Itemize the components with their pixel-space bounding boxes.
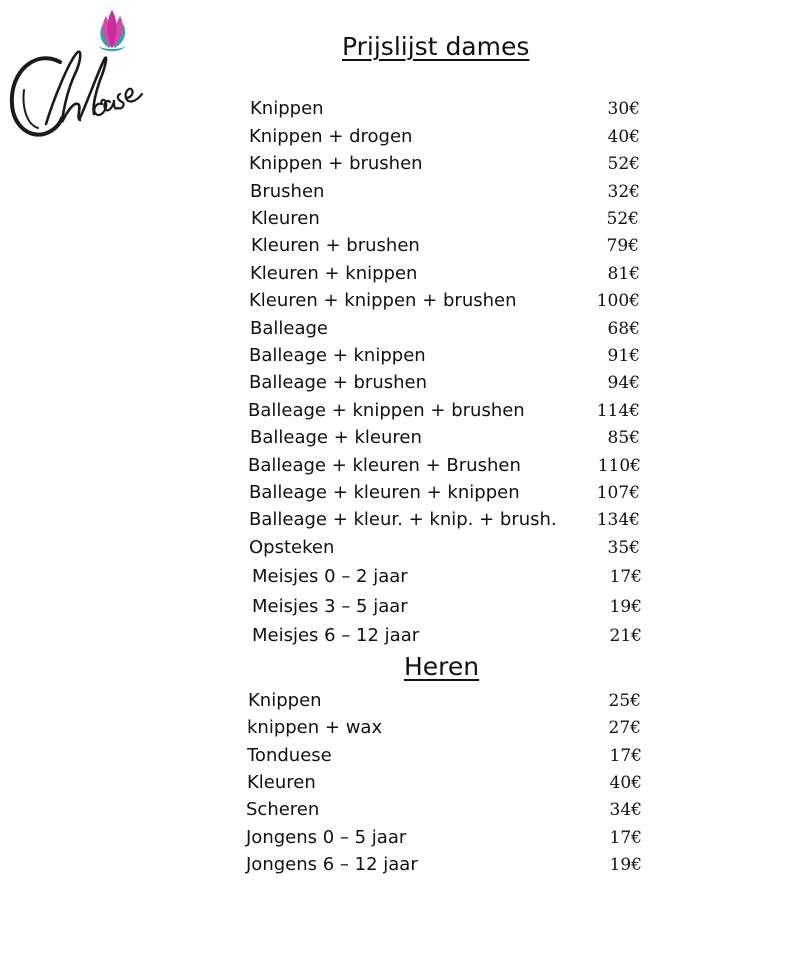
men-item-row bbox=[248, 690, 641, 712]
men-item-row bbox=[246, 827, 642, 849]
service-price: 17€ bbox=[609, 828, 642, 848]
service-name: Kleuren + brushen bbox=[251, 235, 420, 256]
service-price: 94€ bbox=[607, 373, 640, 393]
ladies-item-row bbox=[249, 153, 640, 175]
service-price: 32€ bbox=[607, 182, 640, 202]
men-item-row bbox=[247, 745, 642, 767]
service-name: Brushen bbox=[250, 181, 325, 202]
service-name: Kleuren bbox=[251, 208, 320, 229]
ladies-item-row bbox=[248, 455, 641, 477]
ladies-item-row bbox=[252, 625, 642, 647]
ladies-item-row bbox=[249, 509, 640, 531]
service-name: Balleage + kleuren + Brushen bbox=[248, 455, 521, 476]
ladies-price-list-title: Prijslijst dames bbox=[342, 32, 530, 61]
service-name: Kleuren bbox=[247, 772, 316, 793]
service-name: Balleage + knippen + brushen bbox=[248, 400, 525, 421]
ladies-item-row bbox=[249, 345, 640, 367]
service-price: 30€ bbox=[607, 99, 640, 119]
men-price-list-title: Heren bbox=[404, 652, 480, 681]
ladies-item-row bbox=[250, 98, 640, 120]
service-price: 21€ bbox=[609, 626, 642, 646]
ladies-item-row bbox=[249, 290, 640, 312]
service-price: 27€ bbox=[608, 718, 641, 738]
service-name: knippen + wax bbox=[247, 717, 383, 738]
service-name: Kleuren + knippen + brushen bbox=[249, 290, 517, 311]
service-name: Knippen bbox=[248, 690, 322, 711]
service-name: Meisjes 0 – 2 jaar bbox=[252, 566, 408, 587]
service-name: Opsteken bbox=[249, 537, 335, 558]
service-price: 17€ bbox=[609, 746, 642, 766]
service-price: 91€ bbox=[607, 346, 640, 366]
ladies-item-row bbox=[250, 427, 640, 449]
ladies-item-row bbox=[249, 372, 640, 394]
service-price: 81€ bbox=[607, 264, 640, 284]
service-price: 17€ bbox=[609, 567, 642, 587]
ladies-item-row bbox=[250, 318, 640, 340]
service-name: Meisjes 6 – 12 jaar bbox=[252, 625, 420, 646]
service-name: Balleage + kleuren bbox=[250, 427, 422, 448]
ladies-item-row bbox=[251, 208, 639, 230]
service-name: Balleage + kleuren + knippen bbox=[249, 482, 520, 503]
ladies-item-row bbox=[249, 126, 640, 148]
ladies-item-row bbox=[252, 596, 642, 618]
service-name: Tonduese bbox=[247, 745, 332, 766]
service-price: 34€ bbox=[609, 800, 642, 820]
service-name: Balleage bbox=[250, 318, 328, 339]
service-name: Knippen + drogen bbox=[249, 126, 413, 147]
service-name: Knippen bbox=[250, 98, 324, 119]
service-name: Knippen + brushen bbox=[249, 153, 423, 174]
service-price: 79€ bbox=[606, 236, 639, 256]
ladies-item-row bbox=[252, 566, 642, 588]
men-item-row bbox=[246, 799, 642, 821]
service-price: 35€ bbox=[607, 538, 640, 558]
service-name: Balleage + knippen bbox=[249, 345, 426, 366]
ladies-item-row bbox=[248, 400, 640, 422]
service-price: 85€ bbox=[607, 428, 640, 448]
service-name: Meisjes 3 – 5 jaar bbox=[252, 596, 408, 617]
men-item-row bbox=[247, 772, 642, 794]
service-price: 52€ bbox=[607, 154, 640, 174]
men-item-row bbox=[247, 717, 641, 739]
service-price: 40€ bbox=[609, 773, 642, 793]
service-name: Balleage + brushen bbox=[249, 372, 428, 393]
ladies-item-row bbox=[251, 235, 639, 257]
service-price: 52€ bbox=[606, 209, 639, 229]
service-price: 40€ bbox=[607, 127, 640, 147]
service-name: Jongens 0 – 5 jaar bbox=[246, 827, 407, 848]
service-name: Kleuren + knippen bbox=[250, 263, 418, 284]
service-price: 19€ bbox=[609, 597, 642, 617]
ladies-item-row bbox=[250, 181, 640, 203]
service-price: 134€ bbox=[596, 510, 640, 530]
ladies-item-row bbox=[249, 537, 640, 559]
service-price: 19€ bbox=[609, 855, 642, 875]
ladies-item-row bbox=[249, 482, 640, 504]
service-name: Balleage + kleur. + knip. + brush. bbox=[249, 509, 557, 530]
men-item-row bbox=[246, 854, 642, 876]
service-price: 114€ bbox=[596, 401, 640, 421]
service-price: 107€ bbox=[596, 483, 640, 503]
service-price: 25€ bbox=[608, 691, 641, 711]
service-price: 68€ bbox=[607, 319, 640, 339]
service-name: Scheren bbox=[246, 799, 320, 820]
service-name: Jongens 6 – 12 jaar bbox=[246, 854, 418, 875]
service-price: 110€ bbox=[597, 456, 641, 476]
ladies-item-row bbox=[250, 263, 640, 285]
service-price: 100€ bbox=[596, 291, 640, 311]
